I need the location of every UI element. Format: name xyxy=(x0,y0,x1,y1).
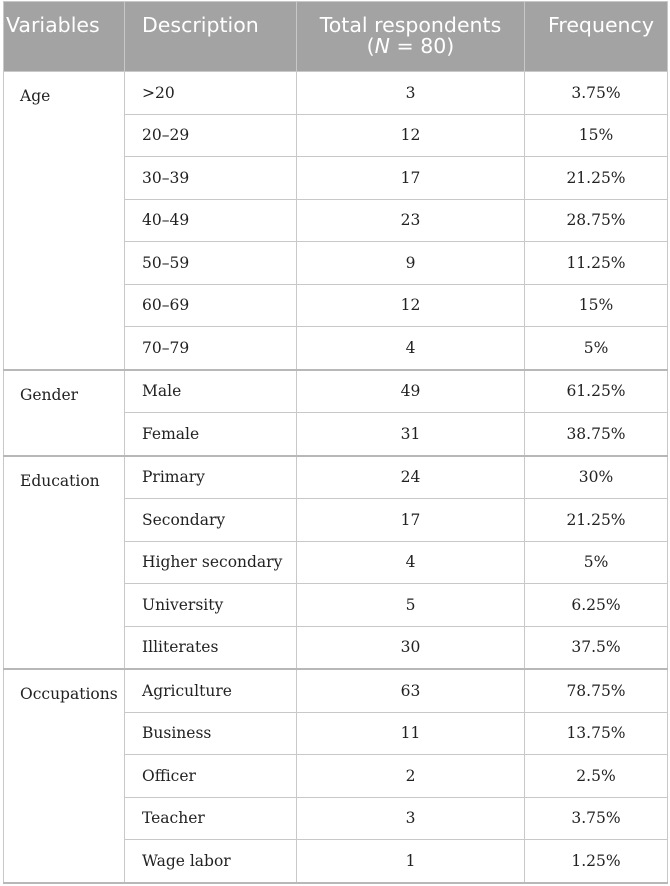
frequency-cell: 5% xyxy=(525,327,668,370)
frequency-cell: 61.25% xyxy=(525,370,668,413)
description-cell: Higher secondary xyxy=(125,541,297,584)
frequency-cell: 78.75% xyxy=(525,669,668,712)
description-cell: 60–69 xyxy=(125,284,297,327)
total-respondents-cell: 49 xyxy=(297,370,525,413)
total-respondents-cell: 4 xyxy=(297,541,525,584)
header-total-open-paren: ( xyxy=(366,34,375,58)
description-cell: >20 xyxy=(125,72,297,115)
table-row xyxy=(4,72,668,115)
total-respondents-cell: 23 xyxy=(297,199,525,242)
frequency-cell: 21.25% xyxy=(525,499,668,542)
frequency-cell: 38.75% xyxy=(525,413,668,456)
header-total-respondents xyxy=(297,2,525,72)
total-respondents-cell: 5 xyxy=(297,584,525,627)
description-cell: 30–39 xyxy=(125,157,297,200)
total-respondents-cell: 24 xyxy=(297,456,525,499)
description-cell: Secondary xyxy=(125,499,297,542)
respondent-table-container xyxy=(3,1,667,884)
frequency-cell: 15% xyxy=(525,114,668,157)
description-cell: Business xyxy=(125,712,297,755)
variable-cell: Occupations xyxy=(4,669,125,883)
variable-cell: Education xyxy=(4,456,125,670)
table-row xyxy=(4,370,668,413)
header-total-respondents-label xyxy=(297,2,524,57)
total-respondents-cell: 3 xyxy=(297,72,525,115)
total-respondents-cell: 17 xyxy=(297,157,525,200)
description-cell: Agriculture xyxy=(125,669,297,712)
description-cell: 50–59 xyxy=(125,242,297,285)
table-row xyxy=(4,669,668,712)
header-variables xyxy=(4,2,125,72)
description-cell: Officer xyxy=(125,755,297,798)
header-frequency-label: Frequency xyxy=(548,13,654,37)
total-respondents-cell: 11 xyxy=(297,712,525,755)
total-respondents-cell: 9 xyxy=(297,242,525,285)
respondent-demographics-table xyxy=(3,1,668,884)
table-body xyxy=(4,72,668,883)
total-respondents-cell: 63 xyxy=(297,669,525,712)
description-cell: Male xyxy=(125,370,297,413)
total-respondents-cell: 12 xyxy=(297,114,525,157)
total-respondents-cell: 4 xyxy=(297,327,525,370)
description-cell: Primary xyxy=(125,456,297,499)
frequency-cell: 11.25% xyxy=(525,242,668,285)
description-cell: University xyxy=(125,584,297,627)
total-respondents-cell: 31 xyxy=(297,413,525,456)
table-row xyxy=(4,456,668,499)
header-description-label: Description xyxy=(142,13,259,37)
frequency-cell: 30% xyxy=(525,456,668,499)
description-cell: Teacher xyxy=(125,797,297,840)
description-cell: 20–29 xyxy=(125,114,297,157)
frequency-cell: 1.25% xyxy=(525,840,668,883)
description-cell: Wage labor xyxy=(125,840,297,883)
table-header xyxy=(4,2,668,72)
frequency-cell: 6.25% xyxy=(525,584,668,627)
frequency-cell: 28.75% xyxy=(525,199,668,242)
frequency-cell: 37.5% xyxy=(525,626,668,669)
header-frequency xyxy=(525,2,668,72)
frequency-cell: 5% xyxy=(525,541,668,584)
header-row xyxy=(4,2,668,72)
frequency-cell: 13.75% xyxy=(525,712,668,755)
total-respondents-cell: 12 xyxy=(297,284,525,327)
header-total-n-symbol: N xyxy=(374,34,391,58)
description-cell: 40–49 xyxy=(125,199,297,242)
description-cell: Female xyxy=(125,413,297,456)
total-respondents-cell: 30 xyxy=(297,626,525,669)
total-respondents-cell: 2 xyxy=(297,755,525,798)
total-respondents-cell: 1 xyxy=(297,840,525,883)
frequency-cell: 15% xyxy=(525,284,668,327)
total-respondents-cell: 17 xyxy=(297,499,525,542)
frequency-cell: 2.5% xyxy=(525,755,668,798)
frequency-cell: 21.25% xyxy=(525,157,668,200)
frequency-cell: 3.75% xyxy=(525,72,668,115)
total-respondents-cell: 3 xyxy=(297,797,525,840)
header-description xyxy=(125,2,297,72)
variable-cell: Gender xyxy=(4,370,125,456)
header-variables-label: Variables xyxy=(6,13,100,37)
frequency-cell: 3.75% xyxy=(525,797,668,840)
header-total-n-value: = 80) xyxy=(390,34,455,58)
description-cell: 70–79 xyxy=(125,327,297,370)
header-total-line1: Total respondents xyxy=(319,13,502,37)
description-cell: Illiterates xyxy=(125,626,297,669)
variable-cell: Age xyxy=(4,72,125,370)
